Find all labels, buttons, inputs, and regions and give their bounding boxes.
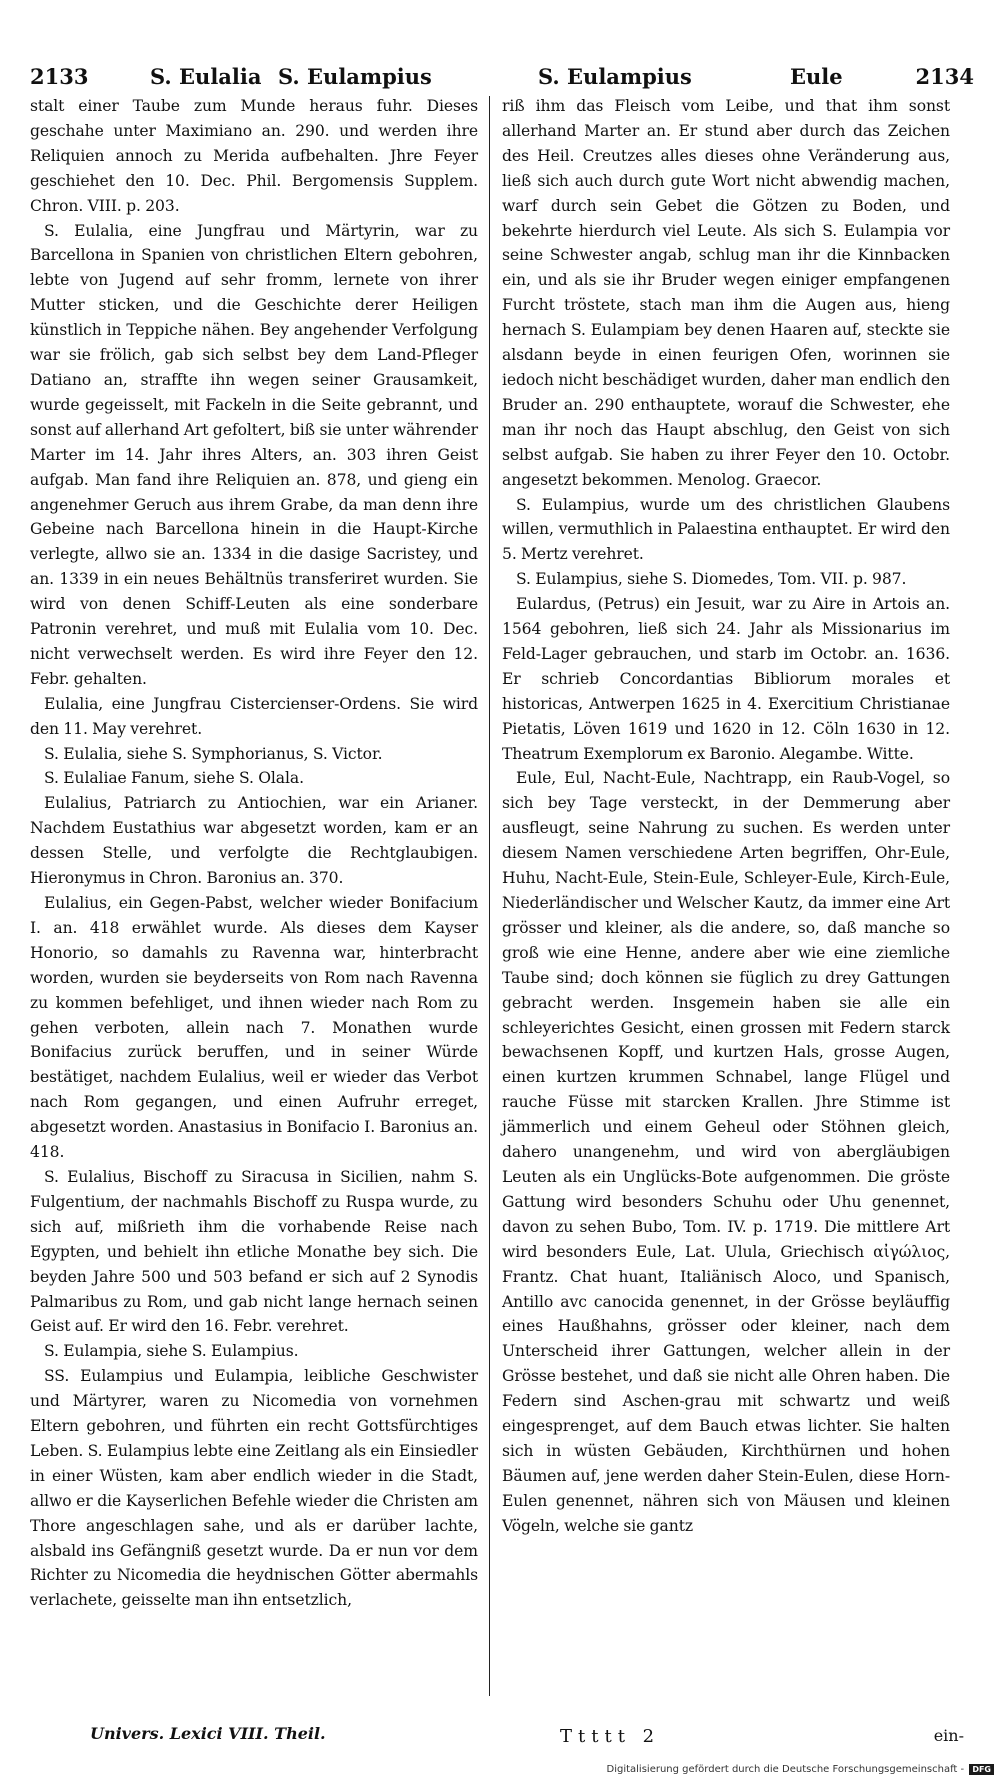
catchword: ein-	[933, 1726, 964, 1745]
entry-paragraph: S. Eulalia, siehe S. Symphorianus, S. Victor.	[44, 744, 383, 763]
entry-paragraph: stalt einer Taube zum Munde heraus fuhr. Dieses geschahe unter Maximiano an. 290. und werden ihre Reliquien annoch zu Merida aufbehalten. Jhre Feyer geschiehet den 10. Dec. Phil. Bergomensis Supplem. Chron. VIII. p. 203.	[30, 97, 478, 215]
entry-paragraph: S. Eulalius, Bischoff zu Siracusa in Sicilien, nahm S. Fulgentium, der nachmahls Bischoff zu Ruspa wurde, zu sich auf, mißrieth ihm die vorhabende Reise nach Egypten, und behielt ihn etliche Monathe bey sich. Die beyden Jahre 500 und 503 befand er sich auf 2 Synodis Palmaribus zu Rom, und gab nicht lange hernach seinen Geist auf. Er wird den 16. Febr. verehret.	[30, 1167, 478, 1336]
keyword-right-2: Eule	[790, 64, 843, 89]
entry-paragraph: S. Eulampius, siehe S. Diomedes, Tom. VII. p. 987.	[516, 570, 907, 589]
entry-paragraph: S. Eulaliae Fanum, siehe S. Olala.	[44, 769, 304, 788]
entry-paragraph: S. Eulampius, wurde um des christlichen Glaubens willen, vermuthlich in Palaestina enthauptet. Er wird den 5. Mertz verehret.	[502, 495, 950, 564]
page-number-right: 2134	[915, 64, 974, 89]
entry-paragraph: Eulalius, ein Gegen-Pabst, welcher wieder Bonifacium I. an. 418 erwählet wurde. Als dieses dem Kayser Honorio, so damahls zu Ravenna war, hinterbracht worden, wurden sie beyderseits von Rom nach Ravenna zu kommen befehliget, und ihnen wieder nach Rom zu gehen verboten, allein nach 7. Monathen wurde Bonifacius zurück beruffen, und in seiner Würde bestätiget, nachdem Eulalius, weil er wieder das Verbot nach Rom gegangen, und einen Aufruhr erreget, abgesetzt worden. Anastasius in Bonifacio I. Baronius an. 418.	[30, 894, 478, 1162]
keyword-right-1: S. Eulampius	[538, 64, 692, 89]
entry-paragraph: riß ihm das Fleisch vom Leibe, und that ihm sonst allerhand Marter an. Er stund aber durch das Zeichen des Heil. Creutzes alles dieses ohne Veränderung aus, ließ sich auch durch gute Wort nicht abwendig machen, warf durch sein Gebet die Götzen zu Boden, und bekehrte hierdurch viel Leute. Als sich S. Eulampia vor seine Schwester angab, schlug man ihr die Kinnbacken ein, und als sie ihr Bruder wegen einiger empfangenen Furcht tröstete, stach man ihm die Augen aus, hieng hernach S. Eulampiam bey denen Haaren auf, steckte sie alsdann beyde in einen feurigen Ofen, worinnen sie iedoch nicht beschädiget wurden, daher man endlich den Bruder an. 290 enthauptete, worauf die Schwester, ehe man ihr noch das Haupt abschlug, den Geist von sich selbst aufgab. Sie haben zu ihrer Feyer den 10. Octobr. angesetzt bekommen. Menolog. Graecor.	[502, 97, 950, 489]
entry-paragraph: Eulardus, (Petrus) ein Jesuit, war zu Aire in Artois an. 1564 gebohren, ließ sich 24. Jahr als Missionarius im Feld-Lager gebrauchen, und starb im Octobr. an. 1636. Er schrieb Concordantias Bibliorum morales et historicas, Antwerpen 1625 in 4. Exercitium Christianae Pietatis, Löven 1619 und 1620 in 12. Cöln 1630 in 12. Theatrum Exemplorum ex Baronio. Alegambe. Witte.	[502, 595, 950, 763]
dfg-logo-icon: DFG	[969, 1764, 994, 1775]
right-column	[502, 94, 950, 1539]
left-column	[30, 94, 478, 1613]
entry-paragraph: Eulalia, eine Jungfrau Cistercienser-Ordens. Sie wird den 11. May verehret.	[30, 694, 478, 738]
keyword-left-1: S. Eulalia	[150, 64, 262, 89]
entry-paragraph: S. Eulampia, siehe S. Eulampius.	[44, 1342, 299, 1361]
credit-text: Digitalisierung gefördert durch die Deutsche Forschungsgemeinschaft -	[606, 1764, 965, 1775]
digitization-credit	[607, 1764, 995, 1775]
keyword-left-2: S. Eulampius	[278, 64, 432, 89]
page-number-left: 2133	[30, 64, 89, 89]
entry-paragraph: Eule, Eul, Nacht-Eule, Nachtrapp, ein Raub-Vogel, so sich bey Tage versteckt, in der Demmerung aber ausfleugt, seine Nahrung zu suchen. Es werden unter diesem Namen verschiedene Arten begriffen, Ohr-Eule, Huhu, Nacht-Eule, Stein-Eule, Schleyer-Eule, Kirch-Eule, Niederländischer und Welscher Kautz, da immer eine Art grösser und kleiner, als die andere, so, daß manche so groß wie eine Henne, andere aber wie eine ziemliche Taube sind; doch können sie füglich zu drey Gattungen gebracht werden. Insgemein haben sie alle ein schleyerichtes Gesicht, einen grossen mit Federn starck bewachsenen Kopff, und kurtzen Hals, grosse Augen, einen kurtzen krummen Schnabel, lange Flügel und rauche Füsse mit starcken Krallen. Jhre Stimme ist jämmerlich und einem Geheul oder Stöhnen gleich, dahero unangenehm, und wird von abergläubigen Leuten als ein Unglücks-Bote aufgenommen. Die gröste Gattung wird besonders Schuhu oder Uhu genennet, davon zu sehen Bubo, Tom. IV. p. 1719. Die mittlere Art wird besonders Eule, Lat. Ulula, Griechisch αἰγώλιος, Frantz. Chat huant, Italiänisch Aloco, und Spanisch, Antillo avc canocida genennet, in der Grösse beyläuffig eines Haußhahns, grösser oder kleiner, nach dem Unterscheid ihrer Gattungen, welcher allein in der Grösse bestehet, und daß sie nicht alle Ohren haben. Die Federn sind Aschen-grau mit schwartz und weiß eingesprenget, auf dem Bauch etwas lichter. Sie halten sich in wüsten Gebäuden, Kirchthürnen und hohen Bäumen auf, jene werden daher Stein-Eulen, diese Horn-Eulen genennet, nähren sich von Mäusen und kleinen Vögeln, welche sie gantz	[502, 769, 950, 1535]
volume-footer: Univers. Lexici VIII. Theil.	[90, 1724, 326, 1743]
entry-paragraph: S. Eulalia, eine Jungfrau und Märtyrin, war zu Barcellona in Spanien von christlichen Eltern gebohren, lebte von Jugend auf sehr fromm, lernete von ihrer Mutter sticken, und die Geschichte derer Heiligen künstlich in Teppiche nähen. Bey angehender Verfolgung war sie frölich, gab sich selbst bey dem Land-Pfleger Datiano an, straffte ihn wegen seiner Grausamkeit, wurde gegeisselt, mit Fackeln in die Seite gebrannt, und sonst auf allerhand Art gefoltert, biß sie unter währender Marter im 14. Jahr ihres Alters, an. 303 ihren Geist aufgab. Man fand ihre Reliquien an. 878, und gieng ein angenehmer Geruch aus ihrem Grabe, da man denn ihre Gebeine nach Barcellona hinein in die Haupt-Kirche verlegte, allwo sie an. 1334 in die dasige Sacristey, und an. 1339 in ein neues Behältnüs transferiret wurden. Sie wird von denen Schiff-Leuten als eine sonderbare Patronin verehret, und muß mit Eulalia vom 10. Dec. nicht verwechselt werden. Es wird ihre Feyer den 12. Febr. gehalten.	[30, 221, 478, 688]
column-divider	[489, 96, 490, 1696]
page-header	[30, 60, 974, 94]
entry-paragraph: Eulalius, Patriarch zu Antiochien, war ein Arianer. Nachdem Eustathius war abgesetzt worden, kam er an dessen Stelle, und verfolgte die Rechtglaubigen. Hieronymus in Chron. Baronius an. 370.	[30, 794, 478, 888]
entry-paragraph: SS. Eulampius und Eulampia, leibliche Geschwister und Märtyrer, waren zu Nicomedia von vornehmen Eltern gebohren, und führten ein recht Gottsfürchtiges Leben. S. Eulampius lebte eine Zeitlang als ein Einsiedler in einer Wüsten, kam aber endlich wieder in die Stadt, allwo er die Kayserlichen Befehle wieder die Christen am Thore angeschlagen sahe, und als er darüber lachte, alsbald ins Gefängniß gesetzt wurde. Da er nun vor dem Richter zu Nicomedia die heydnischen Götter abermahls verlachete, geisselte man ihn entsetzlich,	[30, 1367, 478, 1610]
signature-mark: Ttttt 2	[560, 1726, 661, 1747]
